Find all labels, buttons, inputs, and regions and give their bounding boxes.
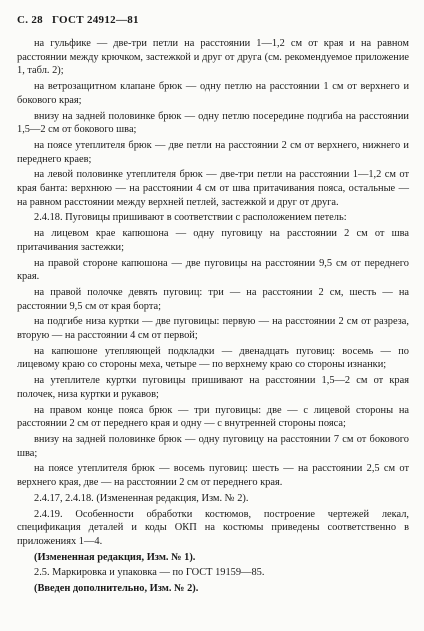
- paragraph: на правой стороне капюшона — две пуговицы на расстоянии 9,5 см от переднего края.: [17, 257, 409, 283]
- page-number: С. 28: [17, 14, 43, 26]
- paragraph: на утеплителе куртки пуговицы пришивают на расстоянии 1,5—2 см от края полочек, низа куртки и рукавов;: [17, 375, 409, 400]
- paragraph: 2.4.18. Пуговицы пришивают в соответствии с расположением петель:: [34, 212, 347, 224]
- paragraph: на ветрозащитном клапане брюк — одну петлю на расстоянии 1 см от верхнего и бокового края;: [17, 81, 409, 106]
- paragraph: на лицевом крае капюшона — одну пуговицу на расстоянии 2 см от шва притачивания застежки;: [17, 228, 409, 253]
- amendment-note: (Измененная редакция, Изм. № 1).: [34, 551, 196, 563]
- paragraph: внизу на задней половинке брюк — одну пуговицу на расстоянии 7 см от бокового шва;: [17, 433, 409, 459]
- paragraph: на правом конце пояса брюк — три пуговицы: две — с лицевой стороны на расстоянии 2 см от переднего края и одну — с внутренней стороны пояса;: [17, 404, 409, 430]
- amendment-note: 2.4.17, 2.4.18. (Измененная редакция, Изм. № 2).: [34, 492, 249, 504]
- paragraph: на капюшоне утепляющей подкладки — двенадцать пуговиц: восемь — по лицевому краю со стороны меха, четыре — по верхнему краю со стороны изнанки;: [17, 345, 409, 371]
- paragraph: на поясе утеплителя брюк — две петли на расстоянии 2 см от верхнего, нижнего и переднего краев;: [17, 139, 409, 165]
- paragraph: 2.5. Маркировка и упаковка — по ГОСТ 19159—85.: [34, 567, 265, 579]
- amendment-note: (Введен дополнительно, Изм. № 2).: [34, 583, 199, 595]
- paragraph: 2.4.19. Особенности обработки костюмов, построение чертежей лекал, спецификация деталей и коды ОКП на костюмы приведены соответственно в приложениях 1—4.: [17, 508, 409, 547]
- standard-code: ГОСТ 24912—81: [52, 14, 139, 26]
- paragraph: на поясе утеплителя брюк — восемь пуговиц: шесть — на расстоянии 2,5 см от верхнего края, две — на расстоянии 2 см от переднего края.: [17, 463, 409, 489]
- paragraph: на подгибе низа куртки — две пуговицы: первую — на расстоянии 2 см от разреза, вторую — на расстоянии 4 см от первой;: [17, 316, 409, 342]
- paragraph: внизу на задней половинке брюк — одну петлю посередине подгиба на расстоянии 1,5—2 см от бокового шва;: [17, 110, 409, 136]
- page-header: [17, 14, 145, 26]
- paragraph: на левой половинке утеплителя брюк — две-три петли на расстоянии 1—1,2 см от края банта: верхнюю — на расстоянии 4 см от шва притачивания пояса, остальные — на равном расстоянии между верхней петлей, застежкой и друг от друга.: [17, 169, 409, 208]
- paragraph: на гульфике — две-три петли на расстоянии 1—1,2 см от края и на равном расстоянии между крючком, застежкой и друг от друга (см. рекомендуемое приложение 1, табл. 2);: [17, 38, 409, 77]
- paragraph: на правой полочке девять пуговиц: три — на расстоянии 2 см, шесть — на расстоянии 9,5 см от края борта;: [17, 286, 409, 312]
- document-body: [17, 37, 409, 598]
